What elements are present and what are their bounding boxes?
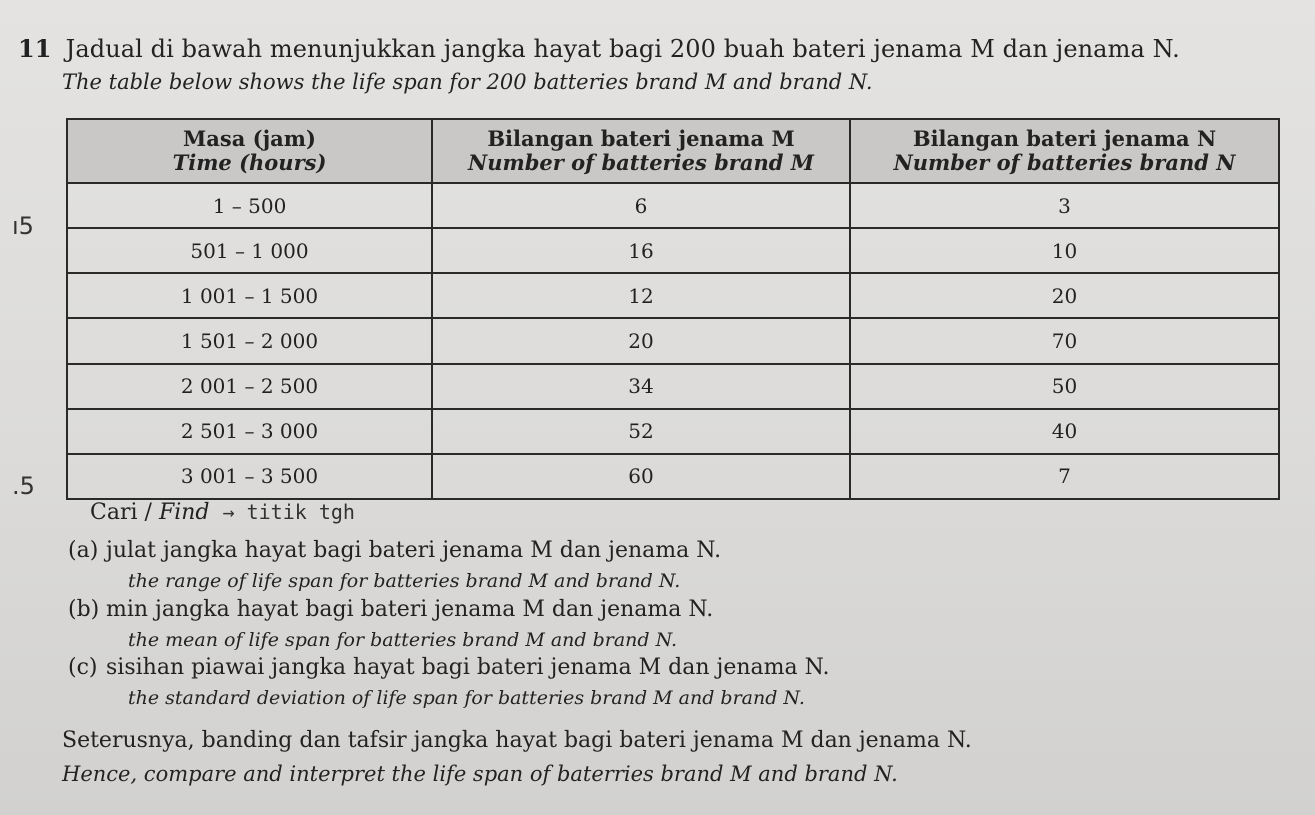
header-brand-m (432, 119, 850, 183)
table-header-row (67, 119, 1279, 183)
cell-time: 1 501 – 2 000 (67, 318, 432, 363)
part-b (68, 597, 713, 622)
find-label (90, 500, 355, 525)
margin-mark-top: ı5 (12, 212, 34, 240)
table-row (67, 183, 1279, 228)
header-brand-n-ms: Bilangan bateri jenama N (912, 126, 1217, 151)
part-a (68, 538, 721, 563)
cell-time: 3 001 – 3 500 (67, 454, 432, 499)
question-number: 11 (18, 34, 52, 63)
part-b-en: the mean of life span for batteries brand M and brand N. (128, 629, 678, 651)
part-a-label: (a) (68, 538, 99, 563)
cell-brand-m: 60 (432, 454, 850, 499)
handwritten-note: → titik tgh (222, 500, 355, 524)
header-brand-n (850, 119, 1279, 183)
cell-brand-n: 3 (850, 183, 1279, 228)
cell-time: 1 001 – 1 500 (67, 273, 432, 318)
header-time-ms: Masa (jam) (183, 126, 316, 151)
hence-en: Hence, compare and interpret the life span of baterries brand M and brand N. (62, 762, 898, 786)
cell-time: 1 – 500 (67, 183, 432, 228)
part-c-en: the standard deviation of life span for batteries brand M and brand N. (128, 687, 805, 709)
question-text-ms: Jadual di bawah menunjukkan jangka hayat bagi 200 buah bateri jenama M dan jenama N. (65, 35, 1180, 63)
part-b-label: (b) (68, 597, 100, 622)
header-brand-n-en: Number of batteries brand N (893, 150, 1236, 175)
battery-lifespan-table (66, 118, 1280, 500)
cell-brand-m: 20 (432, 318, 850, 363)
part-c (68, 655, 829, 680)
header-brand-m-ms: Bilangan bateri jenama M (487, 126, 795, 151)
cell-brand-n: 20 (850, 273, 1279, 318)
part-b-ms: min jangka hayat bagi bateri jenama M dan jenama N. (106, 597, 714, 622)
find-en: Find (158, 500, 210, 525)
find-sep: / (144, 500, 152, 525)
part-a-ms: julat jangka hayat bagi bateri jenama M dan jenama N. (106, 538, 722, 563)
hence-ms: Seterusnya, banding dan tafsir jangka hayat bagi bateri jenama M dan jenama N. (62, 728, 972, 753)
question-heading (18, 34, 1180, 63)
header-time (67, 119, 432, 183)
cell-brand-n: 7 (850, 454, 1279, 499)
part-c-label: (c) (68, 655, 98, 680)
cell-brand-m: 12 (432, 273, 850, 318)
table-row (67, 228, 1279, 273)
cell-brand-m: 16 (432, 228, 850, 273)
cell-time: 2 001 – 2 500 (67, 364, 432, 409)
header-brand-m-en: Number of batteries brand M (468, 150, 814, 175)
part-c-ms: sisihan piawai jangka hayat bagi bateri jenama M dan jenama N. (106, 655, 830, 680)
margin-mark-bottom: .5 (12, 472, 35, 500)
cell-brand-m: 52 (432, 409, 850, 454)
table-row (67, 454, 1279, 499)
cell-brand-m: 34 (432, 364, 850, 409)
cell-brand-n: 70 (850, 318, 1279, 363)
question-text-en: The table below shows the life span for 200 batteries brand M and brand N. (62, 70, 873, 94)
header-time-en: Time (hours) (172, 150, 327, 175)
cell-brand-n: 40 (850, 409, 1279, 454)
cell-time: 501 – 1 000 (67, 228, 432, 273)
cell-brand-n: 50 (850, 364, 1279, 409)
cell-brand-n: 10 (850, 228, 1279, 273)
table-row (67, 409, 1279, 454)
find-ms: Cari (90, 500, 138, 525)
table-row (67, 318, 1279, 363)
part-a-en: the range of life span for batteries brand M and brand N. (128, 570, 681, 592)
cell-time: 2 501 – 3 000 (67, 409, 432, 454)
cell-brand-m: 6 (432, 183, 850, 228)
table-row (67, 273, 1279, 318)
table-row (67, 364, 1279, 409)
